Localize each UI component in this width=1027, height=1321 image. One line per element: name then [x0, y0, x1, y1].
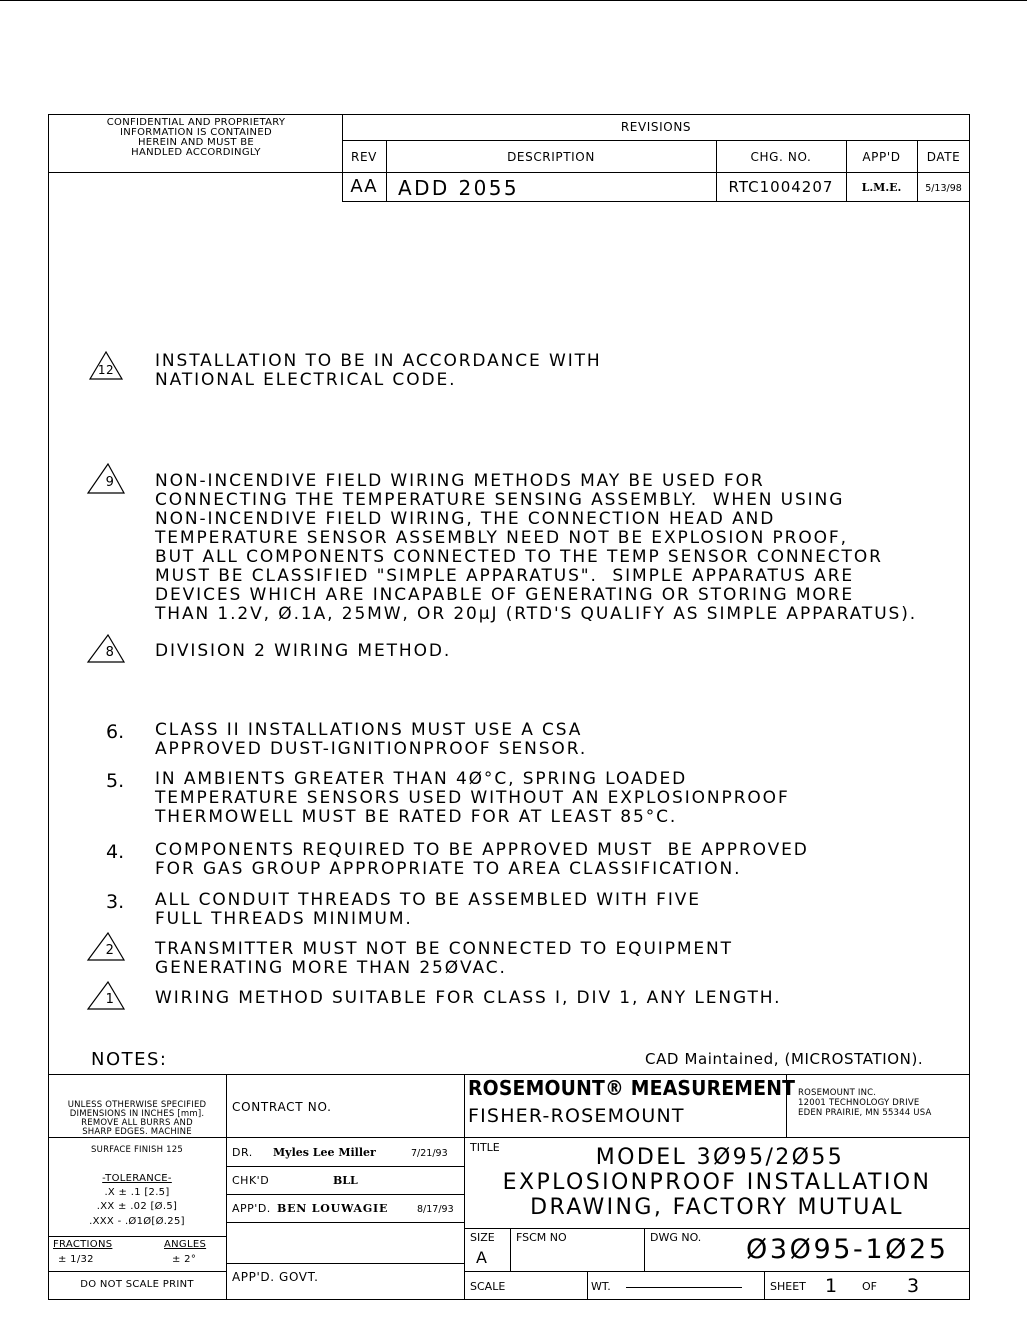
note-12-line: INSTALLATION TO BE IN ACCORDANCE WITH [155, 351, 602, 371]
address-line: ROSEMOUNT INC. [798, 1088, 877, 1098]
title-block-left-rule [48, 1236, 226, 1237]
note-1-marker: 1 [105, 992, 115, 1007]
wt-col-rule [764, 1271, 765, 1300]
chg-no-header: CHG. NO. [750, 150, 812, 164]
revisions-title-rule [342, 140, 970, 141]
header-rule [48, 172, 970, 173]
title-block-col1-rule [226, 1074, 227, 1300]
sheet-number: 1 [825, 1275, 838, 1297]
note-5-marker: 5. [106, 770, 125, 792]
tolerance-line: .XX ± .02 [Ø.5] [96, 1201, 178, 1212]
unless-line: SURFACE FINISH 125 [91, 1145, 183, 1155]
note-9-marker: 9 [105, 475, 115, 490]
of-label: OF [862, 1280, 877, 1293]
note-9-line: THAN 1.2V, Ø.1A, 25MW, OR 20μJ (RTD'S QUALIFY AS SIMPLE APPARATUS). [155, 604, 918, 624]
proprietary-line: HEREIN AND MUST BE [137, 137, 255, 148]
note-3-marker: 3. [106, 891, 125, 913]
title-label: TITLE [470, 1141, 500, 1154]
note-12-marker: 12 [97, 363, 115, 377]
note-3-line: ALL CONDUIT THREADS TO BE ASSEMBLED WITH FIVE [155, 890, 701, 910]
rev-value: AA [350, 176, 378, 197]
title-block-mid-rule [226, 1194, 464, 1195]
title-block-left-rule [48, 1271, 226, 1272]
address-line: 12001 TECHNOLOGY DRIVE [798, 1098, 920, 1108]
note-1-line: WIRING METHOD SUITABLE FOR CLASS I, DIV 1, ANY LENGTH. [155, 988, 782, 1008]
proprietary-line: HANDLED ACCORDINGLY [131, 147, 261, 158]
fscm-label: FSCM NO [516, 1231, 567, 1244]
note-9-line: NON-INCENDIVE FIELD WIRING METHODS MAY BE USED FOR [155, 471, 765, 491]
size-label: SIZE [470, 1231, 495, 1244]
note-9-line: CONNECTING THE TEMPERATURE SENSING ASSEMBLY. WHEN USING [155, 490, 845, 510]
title-block-mid-rule [226, 1263, 464, 1264]
fractions-value: ± 1/32 [58, 1254, 94, 1265]
note-9-line: NON-INCENDIVE FIELD WIRING, THE CONNECTION HEAD AND [155, 509, 776, 529]
note-2-line: TRANSMITTER MUST NOT BE CONNECTED TO EQUIPMENT [155, 939, 733, 959]
page-top-rule [0, 0, 1027, 1]
note-9-line: TEMPERATURE SENSOR ASSEMBLY NEED NOT BE EXPLOSION PROOF, [155, 528, 848, 548]
wt-label: WT. [591, 1280, 611, 1293]
dwg-no-label: DWG NO. [650, 1231, 702, 1244]
note-6-line: APPROVED DUST-IGNITIONPROOF SENSOR. [155, 739, 588, 759]
dr-name: Myles Lee Miller [273, 1146, 376, 1159]
date-header: DATE [926, 150, 961, 164]
scale-label: SCALE [470, 1280, 506, 1293]
cad-note: CAD Maintained, (MICROSTATION). [645, 1050, 924, 1068]
note-5-line: IN AMBIENTS GREATER THAN 4Ø°C, SPRING LOADED [155, 769, 688, 789]
appd-value: L.M.E. [861, 181, 902, 194]
wt-blank-line [626, 1287, 742, 1288]
date-value: 5/13/98 [925, 183, 962, 194]
revisions-title: REVISIONS [620, 120, 692, 134]
tolerance-line: .X ± .1 [2.5] [104, 1187, 170, 1198]
note-4-line: COMPONENTS REQUIRED TO BE APPROVED MUST BE APPROVED [155, 840, 809, 860]
description-header: DESCRIPTION [507, 150, 595, 164]
tolerance-title: -TOLERANCE- [102, 1173, 172, 1184]
proprietary-line: CONFIDENTIAL AND PROPRIETARY [106, 117, 286, 128]
unless-line: SHARP EDGES. MACHINE [82, 1127, 192, 1137]
angles-label: ANGLES [164, 1239, 207, 1250]
do-not-scale: DO NOT SCALE PRINT [80, 1279, 194, 1290]
note-4-marker: 4. [106, 841, 125, 863]
fractions-label: FRACTIONS [53, 1239, 113, 1250]
note-2-marker: 2 [105, 943, 115, 958]
note-8-marker: 8 [105, 645, 115, 660]
note-2-line: GENERATING MORE THAN 25ØVAC. [155, 958, 507, 978]
title-block-top-rule [48, 1074, 970, 1075]
unless-line: REMOVE ALL BURRS AND [81, 1118, 193, 1128]
description-value: ADD 2055 [398, 176, 519, 200]
note-3-line: FULL THREADS MINIMUM. [155, 909, 413, 929]
note-6-marker: 6. [106, 721, 125, 743]
chkd-label: CHK'D [232, 1174, 270, 1187]
sheet-label: SHEET [770, 1280, 806, 1293]
note-5-line: THERMOWELL MUST BE RATED FOR AT LEAST 85°C. [155, 807, 678, 827]
title-block-mid-rule [226, 1166, 464, 1167]
size-value: A [476, 1248, 487, 1267]
title-block-right-rule [464, 1228, 970, 1229]
notes-label: NOTES: [91, 1049, 168, 1070]
tolerance-line: .XXX - .Ø1Ø[Ø.25] [89, 1216, 185, 1227]
note-4-line: FOR GAS GROUP APPROPRIATE TO AREA CLASSIFICATION. [155, 859, 742, 879]
revisions-row-rule [342, 201, 970, 202]
chkd-name: BLL [333, 1174, 358, 1187]
address-line: EDEN PRAIRIE, MN 55344 USA [798, 1108, 932, 1118]
dr-date: 7/21/93 [411, 1148, 448, 1159]
appd-govt-label: APP'D. GOVT. [232, 1270, 319, 1284]
scale-col-rule [587, 1271, 588, 1300]
title-block-mid-rule [226, 1222, 464, 1223]
rev-header: REV [351, 150, 377, 164]
angles-value: ± 2° [172, 1254, 197, 1265]
sheet-total: 3 [907, 1275, 920, 1297]
unless-line: DIMENSIONS IN INCHES [mm]. [69, 1109, 205, 1119]
dr-label: DR. [232, 1146, 253, 1159]
chg-no-value: RTC1004207 [728, 178, 834, 196]
note-6-line: CLASS II INSTALLATIONS MUST USE A CSA [155, 720, 583, 740]
fscm-col-rule [644, 1228, 645, 1271]
title-block-right-rule [464, 1271, 970, 1272]
proprietary-line: INFORMATION IS CONTAINED [120, 127, 272, 138]
note-5-line: TEMPERATURE SENSORS USED WITHOUT AN EXPLOSIONPROOF [155, 788, 790, 808]
unless-line: UNLESS OTHERWISE SPECIFIED [67, 1100, 207, 1110]
company-name: ROSEMOUNT® MEASUREMENT [468, 1076, 796, 1100]
drawing-title-line: DRAWING, FACTORY MUTUAL [530, 1195, 904, 1220]
appd-name: BEN LOUWAGIE [277, 1202, 389, 1215]
appd-header: APP'D [862, 150, 901, 164]
drawing-title-line: MODEL 3Ø95/2Ø55 [595, 1145, 845, 1170]
appd-date: 8/17/93 [417, 1204, 454, 1215]
size-col-rule [510, 1228, 511, 1271]
title-block-left-rule [48, 1137, 464, 1138]
dwg-no-value: Ø3Ø95-1Ø25 [746, 1234, 949, 1265]
drawing-title-line: EXPLOSIONPROOF INSTALLATION [502, 1170, 932, 1195]
title-block-right-rule [464, 1137, 970, 1138]
note-9-line: MUST BE CLASSIFIED "SIMPLE APPARATUS". SIMPLE APPARATUS ARE [155, 566, 855, 586]
company-subname: FISHER-ROSEMOUNT [468, 1105, 685, 1127]
contract-no-label: CONTRACT NO. [232, 1100, 332, 1114]
note-9-line: BUT ALL COMPONENTS CONNECTED TO THE TEMP SENSOR CONNECTOR [155, 547, 883, 567]
note-9-line: DEVICES WHICH ARE INCAPABLE OF GENERATING OR STORING MORE [155, 585, 855, 605]
note-8-line: DIVISION 2 WIRING METHOD. [155, 641, 452, 661]
note-12-line: NATIONAL ELECTRICAL CODE. [155, 370, 457, 390]
appd-label: APP'D. [232, 1202, 271, 1215]
